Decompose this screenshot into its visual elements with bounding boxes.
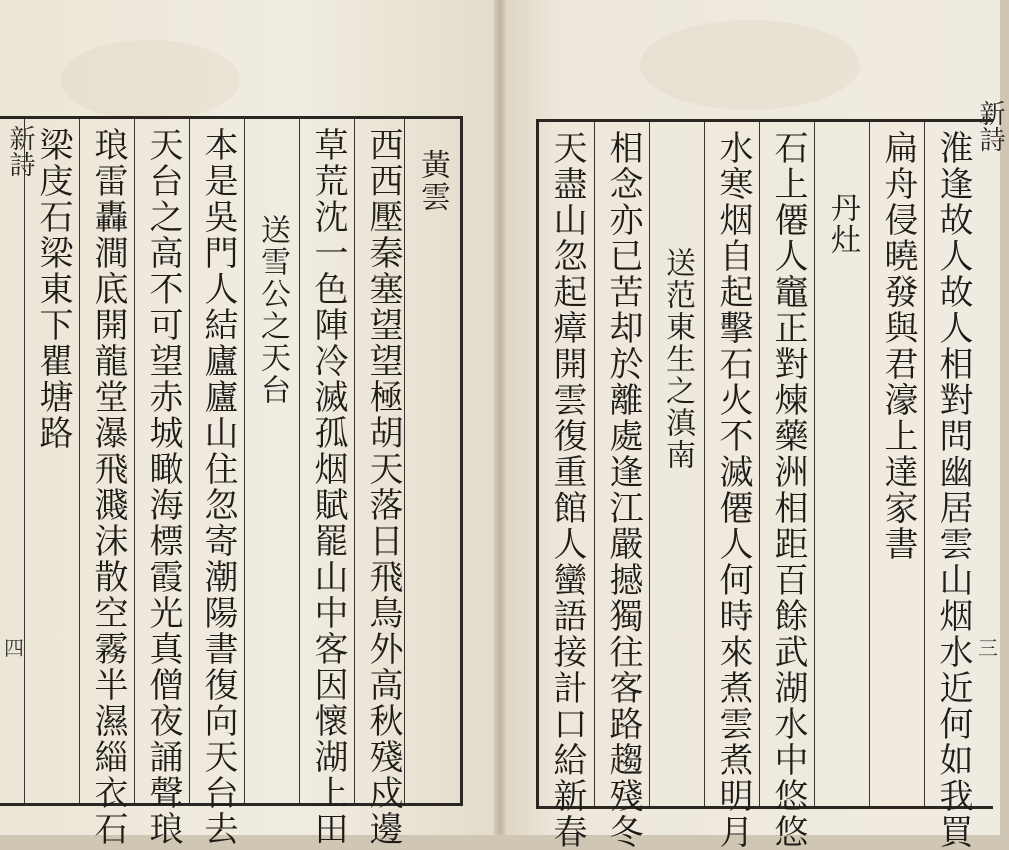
paper-stain bbox=[60, 40, 240, 120]
left-poem-title: 黃雲 bbox=[404, 119, 458, 803]
left-edge-title: 新詩 bbox=[5, 125, 35, 177]
right-poem-title: 送范東生之滇南 bbox=[649, 122, 705, 806]
book-gutter bbox=[494, 0, 506, 835]
left-poem-title: 送雪公之天台 bbox=[244, 119, 300, 803]
right-edge-title: 新詩 bbox=[975, 100, 1005, 152]
left-text-frame bbox=[0, 116, 463, 847]
right-column: 扁舟侵曉發與君濠上達家書 bbox=[869, 122, 925, 806]
right-column: 石上僊人竈正對煉藥洲相距百餘武湖水中悠悠 bbox=[759, 122, 815, 806]
left-column: 梁庋石梁東下瞿塘路 bbox=[24, 119, 80, 803]
right-folio: 三 bbox=[978, 636, 998, 660]
right-column: 天盡山忽起瘴開雲復重館人蠻語接計口給新春 bbox=[547, 130, 587, 850]
paper-stain bbox=[640, 20, 860, 110]
right-column: 淮逢故人故人相對問幽居雲山烟水近何如我買 bbox=[924, 122, 980, 806]
left-column: 西西壓秦塞望望極胡天落日飛鳥外高秋殘戍邊 bbox=[354, 119, 410, 803]
left-column: 草荒沈一色陣冷滅孤烟賦罷山中客因懷湖上田 bbox=[299, 119, 355, 803]
left-folio: 四 bbox=[4, 636, 24, 660]
left-column: 天台之高不可望赤城瞰海標霞光真僧夜誦聲琅 bbox=[134, 119, 190, 803]
left-column: 琅雷轟澗底開龍堂瀑飛濺沫散空霧半濕緇衣石 bbox=[79, 119, 135, 803]
right-column: 水寒烟自起擊石火不滅僊人何時來煮雲煮明月 bbox=[704, 122, 760, 806]
right-column: 相念亦已苦却於離處逢江嚴撼獨往客路趨殘冬 bbox=[594, 122, 650, 806]
right-poem-title: 丹灶 bbox=[814, 122, 870, 806]
left-column: 本是吳門人結廬廬山住忽寄潮陽書復向天台去 bbox=[189, 119, 245, 803]
right-text-frame bbox=[536, 119, 993, 850]
